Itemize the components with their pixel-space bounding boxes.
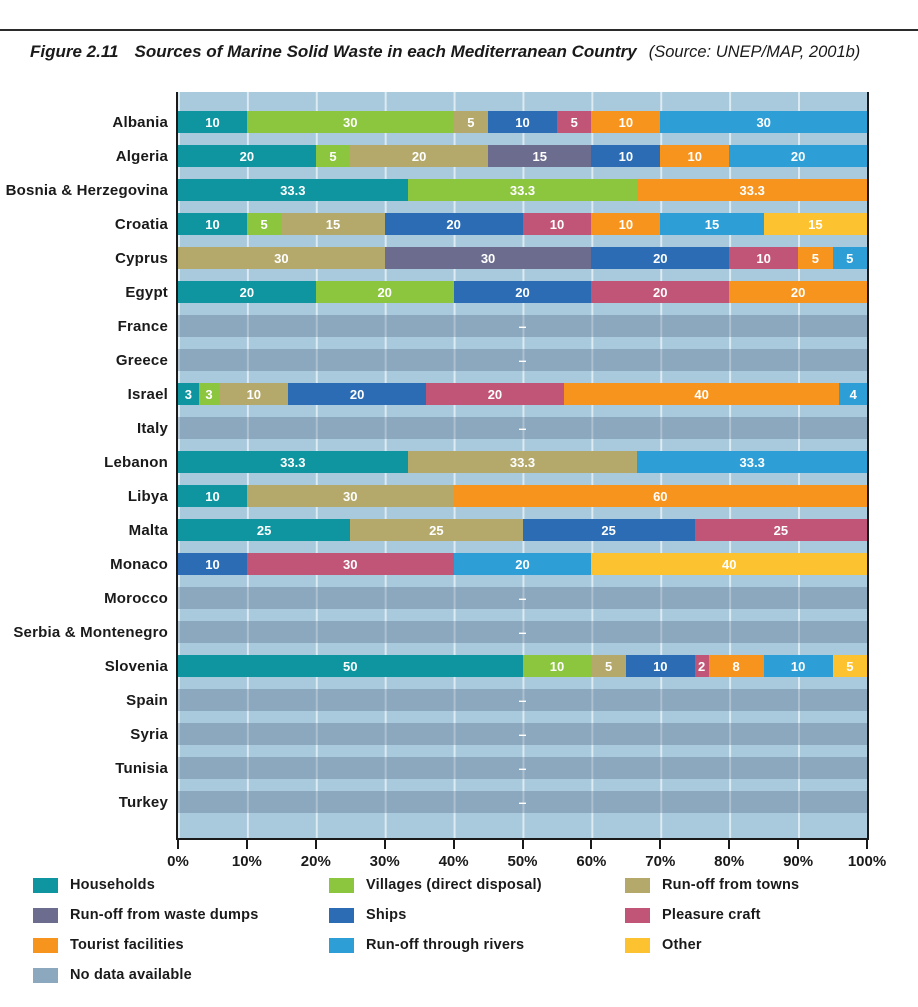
legend-swatch-icon — [329, 878, 354, 893]
bar-segment-villages: 10 — [523, 655, 592, 677]
country-label: Slovenia — [104, 657, 168, 675]
country-row — [0, 207, 918, 241]
bar-track — [178, 315, 867, 337]
bar-segment-towns: 20 — [350, 145, 488, 167]
bar-track — [178, 519, 867, 541]
axis-tick — [797, 840, 799, 849]
bar-segment-households: 20 — [178, 281, 316, 303]
country-row — [0, 581, 918, 615]
bar-segment-tourist: 33.3 — [637, 179, 867, 201]
bar-segment-pleasure: 30 — [247, 553, 454, 575]
legend-label: Villages (direct disposal) — [366, 877, 542, 893]
bar-segment-villages: 20 — [316, 281, 454, 303]
bar-segment-villages: 3 — [199, 383, 220, 405]
bar-track — [178, 757, 867, 779]
bar-segment-villages: 30 — [247, 111, 454, 133]
country-row — [0, 547, 918, 581]
bar-segment-ships: 10 — [626, 655, 695, 677]
bar-track — [178, 655, 867, 677]
country-label: Cyprus — [115, 249, 168, 267]
axis-tick-label: 40% — [438, 853, 469, 870]
bar-segment-villages: 5 — [247, 213, 281, 235]
bar-segment-rivers: 4 — [839, 383, 867, 405]
stacked-bar — [178, 213, 867, 235]
axis-tick-label: 30% — [369, 853, 400, 870]
bar-segment-ships: 10 — [488, 111, 557, 133]
bar-track — [178, 723, 867, 745]
country-label: Tunisia — [115, 759, 168, 777]
legend-swatch-icon — [33, 938, 58, 953]
country-row — [0, 683, 918, 717]
country-row — [0, 615, 918, 649]
legend-swatch-icon — [329, 908, 354, 923]
bar-segment-pleasure: 20 — [426, 383, 564, 405]
legend-item-villages — [329, 877, 625, 893]
legend-swatch-icon — [329, 938, 354, 953]
country-row — [0, 241, 918, 275]
country-label: Libya — [127, 487, 168, 505]
legend-swatch-icon — [625, 878, 650, 893]
no-data-bar: – — [178, 757, 867, 779]
bar-segment-towns: 10 — [219, 383, 288, 405]
country-label: Spain — [126, 691, 168, 709]
bar-track — [178, 213, 867, 235]
figure-title — [30, 42, 860, 62]
stacked-bar — [178, 281, 867, 303]
stacked-bar — [178, 451, 867, 473]
country-row — [0, 139, 918, 173]
bar-segment-households: 10 — [178, 213, 247, 235]
country-row — [0, 751, 918, 785]
legend-item-other — [625, 937, 895, 953]
legend-swatch-icon — [33, 878, 58, 893]
country-label: Israel — [127, 385, 168, 403]
bar-segment-households: 10 — [178, 485, 247, 507]
bar-track — [178, 383, 867, 405]
chart-legend — [33, 877, 895, 983]
country-row — [0, 445, 918, 479]
bar-segment-ships: 20 — [288, 383, 426, 405]
legend-item-pleasure — [625, 907, 895, 923]
axis-tick — [315, 840, 317, 849]
bar-segment-rivers: 33.3 — [637, 451, 867, 473]
legend-label: Other — [662, 937, 702, 953]
axis-tick-label: 0% — [167, 853, 189, 870]
axis-tick — [522, 840, 524, 849]
legend-item-rivers — [329, 937, 625, 953]
country-row — [0, 173, 918, 207]
no-data-bar: – — [178, 621, 867, 643]
no-data-bar: – — [178, 417, 867, 439]
country-label: Egypt — [125, 283, 168, 301]
axis-tick-label: 100% — [847, 853, 887, 870]
country-label: Italy — [136, 419, 168, 437]
stacked-bar-chart — [0, 92, 918, 872]
legend-swatch-icon — [625, 908, 650, 923]
bar-track — [178, 791, 867, 813]
bar-segment-towns: 5 — [454, 111, 488, 133]
legend-item-ships — [329, 907, 625, 923]
stacked-bar — [178, 247, 867, 269]
stacked-bar — [178, 111, 867, 133]
legend-label: Run-off through rivers — [366, 937, 525, 953]
top-rule — [0, 29, 918, 31]
country-label: Serbia & Montenegro — [13, 623, 168, 641]
bar-segment-rivers: 30 — [660, 111, 867, 133]
bar-segment-households: 25 — [178, 519, 350, 541]
axis-tick-label: 80% — [714, 853, 745, 870]
bar-segment-tourist: 10 — [591, 111, 660, 133]
legend-item-nodata — [33, 967, 329, 983]
axis-tick-label: 10% — [231, 853, 262, 870]
axis-tick — [866, 840, 868, 849]
legend-label: Run-off from towns — [662, 877, 800, 893]
country-row — [0, 411, 918, 445]
axis-tick-label: 70% — [645, 853, 676, 870]
legend-label: Ships — [366, 907, 407, 923]
axis-tick — [659, 840, 661, 849]
no-data-bar: – — [178, 349, 867, 371]
no-data-bar: – — [178, 723, 867, 745]
country-row — [0, 377, 918, 411]
bar-track — [178, 417, 867, 439]
bar-track — [178, 281, 867, 303]
bar-track — [178, 451, 867, 473]
bar-segment-tourist: 20 — [729, 281, 867, 303]
axis-tick — [728, 840, 730, 849]
country-label: Lebanon — [104, 453, 168, 471]
axis-tick-label: 20% — [300, 853, 331, 870]
country-row — [0, 717, 918, 751]
bar-segment-pleasure: 5 — [557, 111, 591, 133]
bar-segment-tourist: 8 — [709, 655, 764, 677]
country-label: France — [117, 317, 168, 335]
bar-track — [178, 553, 867, 575]
bar-track — [178, 179, 867, 201]
bar-segment-villages: 5 — [316, 145, 350, 167]
bar-segment-ships: 10 — [591, 145, 660, 167]
bar-segment-pleasure: 20 — [591, 281, 729, 303]
no-data-bar: – — [178, 689, 867, 711]
bar-segment-other: 5 — [833, 655, 867, 677]
country-label: Morocco — [104, 589, 168, 607]
x-axis-labels — [167, 853, 887, 873]
country-row — [0, 309, 918, 343]
bar-track — [178, 111, 867, 133]
bar-segment-ships: 20 — [385, 213, 523, 235]
bar-segment-ships: 20 — [591, 247, 729, 269]
legend-item-households — [33, 877, 329, 893]
bar-segment-households: 3 — [178, 383, 199, 405]
bar-segment-pleasure: 10 — [523, 213, 592, 235]
country-row — [0, 479, 918, 513]
bar-segment-tourist: 10 — [591, 213, 660, 235]
bar-track — [178, 349, 867, 371]
country-label: Monaco — [110, 555, 168, 573]
country-row — [0, 649, 918, 683]
bar-segment-households: 20 — [178, 145, 316, 167]
stacked-bar — [178, 179, 867, 201]
country-label: Algeria — [115, 147, 168, 165]
stacked-bar — [178, 485, 867, 507]
bar-segment-towns: 33.3 — [408, 451, 638, 473]
axis-tick-label: 90% — [783, 853, 814, 870]
stacked-bar — [178, 519, 867, 541]
legend-label: Households — [70, 877, 155, 893]
bar-segment-tourist: 5 — [798, 247, 832, 269]
legend-label: Pleasure craft — [662, 907, 761, 923]
country-row — [0, 105, 918, 139]
bar-segment-towns: 5 — [591, 655, 625, 677]
bar-segment-ships: 10 — [178, 553, 247, 575]
bar-track — [178, 587, 867, 609]
bar-segment-households: 50 — [178, 655, 523, 677]
bar-segment-households: 10 — [178, 111, 247, 133]
bar-segment-dumps: 30 — [385, 247, 592, 269]
bar-segment-towns: 15 — [281, 213, 384, 235]
x-axis-ticks — [178, 840, 867, 850]
legend-label: Tourist facilities — [70, 937, 184, 953]
axis-tick — [384, 840, 386, 849]
country-label: Croatia — [114, 215, 168, 233]
stacked-bar — [178, 383, 867, 405]
country-label: Albania — [112, 113, 168, 131]
axis-tick-label: 50% — [507, 853, 538, 870]
bar-segment-rivers: 5 — [833, 247, 867, 269]
no-data-bar: – — [178, 315, 867, 337]
bar-segment-villages: 33.3 — [408, 179, 638, 201]
legend-label: No data available — [70, 967, 192, 983]
bar-segment-ships: 25 — [523, 519, 695, 541]
legend-swatch-icon — [625, 938, 650, 953]
bar-track — [178, 689, 867, 711]
bar-segment-tourist: 40 — [564, 383, 840, 405]
bar-segment-rivers: 15 — [660, 213, 763, 235]
bar-segment-households: 33.3 — [178, 179, 408, 201]
bar-segment-rivers: 20 — [454, 553, 592, 575]
bar-segment-tourist: 10 — [660, 145, 729, 167]
bar-segment-towns: 25 — [350, 519, 522, 541]
bar-segment-rivers: 20 — [729, 145, 867, 167]
axis-tick — [177, 840, 179, 849]
country-label: Syria — [130, 725, 168, 743]
bar-track — [178, 485, 867, 507]
no-data-bar: – — [178, 587, 867, 609]
legend-swatch-icon — [33, 968, 58, 983]
bar-segment-rivers: 10 — [764, 655, 833, 677]
bar-segment-pleasure: 25 — [695, 519, 867, 541]
bar-segment-tourist: 60 — [454, 485, 867, 507]
bar-segment-dumps: 15 — [488, 145, 591, 167]
figure-source: (Source: UNEP/MAP, 2001b) — [648, 43, 861, 61]
bar-segment-pleasure: 10 — [729, 247, 798, 269]
plot-rows — [0, 105, 918, 819]
bar-segment-households: 33.3 — [178, 451, 408, 473]
country-label: Turkey — [118, 793, 168, 811]
bar-segment-towns: 30 — [247, 485, 454, 507]
axis-tick — [246, 840, 248, 849]
legend-swatch-icon — [33, 908, 58, 923]
figure-caption: Sources of Marine Solid Waste in each Mediterranean Country — [134, 42, 637, 61]
axis-tick — [453, 840, 455, 849]
country-label: Malta — [128, 521, 168, 539]
country-row — [0, 785, 918, 819]
bar-segment-towns: 30 — [178, 247, 385, 269]
country-label: Greece — [115, 351, 168, 369]
bar-track — [178, 247, 867, 269]
bar-segment-other: 40 — [591, 553, 867, 575]
legend-label: Run-off from waste dumps — [70, 907, 259, 923]
country-row — [0, 275, 918, 309]
stacked-bar — [178, 553, 867, 575]
axis-tick-label: 60% — [576, 853, 607, 870]
stacked-bar — [178, 145, 867, 167]
figure-number: Figure 2.11 — [30, 42, 119, 61]
stacked-bar — [178, 655, 867, 677]
bar-segment-ships: 20 — [454, 281, 592, 303]
bar-segment-pleasure: 2 — [695, 655, 709, 677]
bar-track — [178, 145, 867, 167]
country-row — [0, 513, 918, 547]
country-label: Bosnia & Herzegovina — [5, 181, 168, 199]
legend-item-tourist — [33, 937, 329, 953]
country-row — [0, 343, 918, 377]
axis-tick — [590, 840, 592, 849]
legend-item-dumps — [33, 907, 329, 923]
no-data-bar: – — [178, 791, 867, 813]
legend-item-towns — [625, 877, 895, 893]
bar-segment-other: 15 — [764, 213, 867, 235]
bar-track — [178, 621, 867, 643]
